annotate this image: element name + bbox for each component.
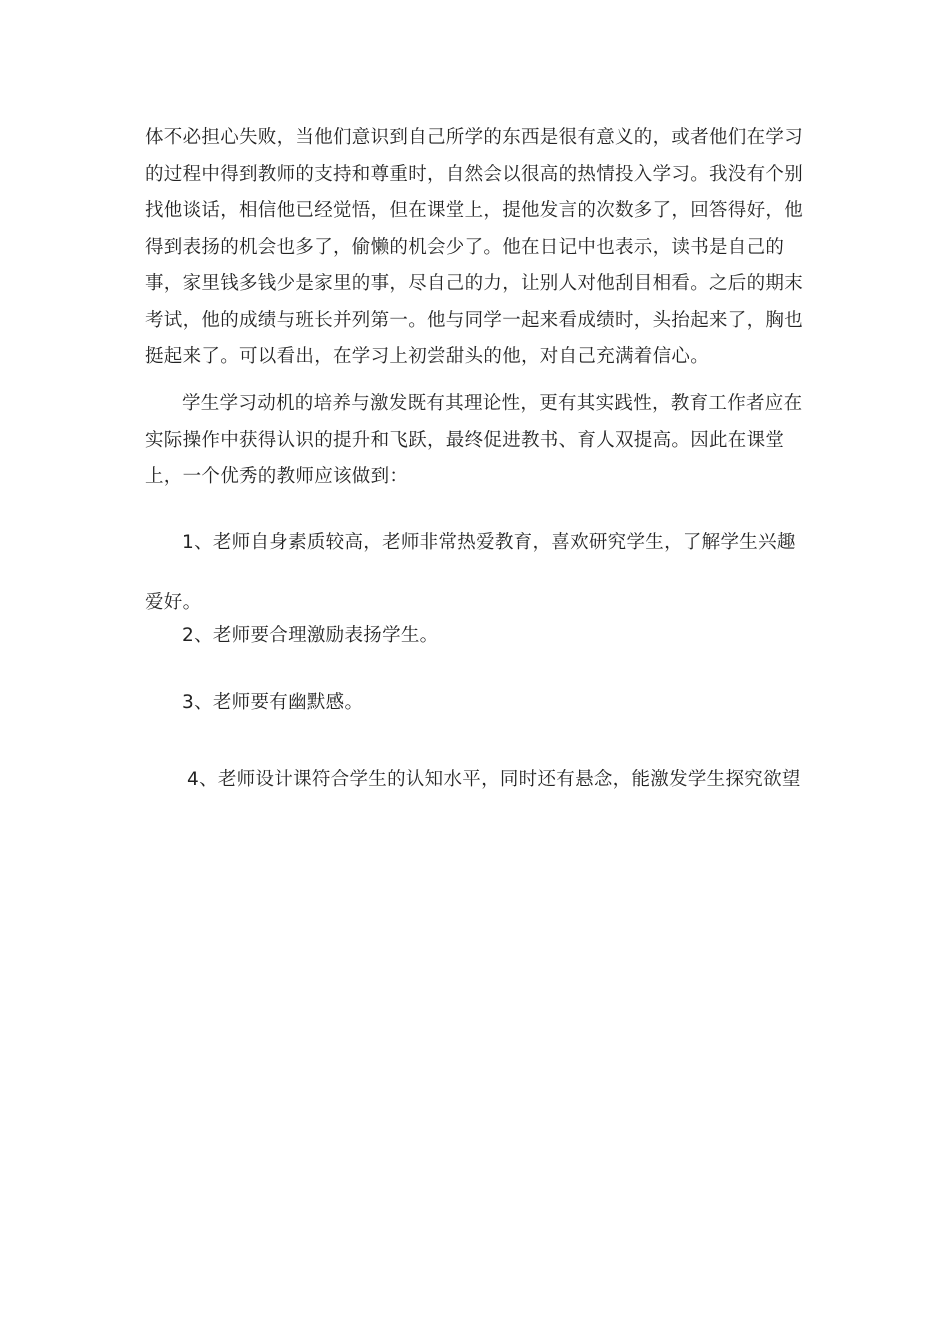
list-item: 1、老师自身素质较高，老师非常热爱教育，喜欢研究学生，了解学生兴趣爱好。 <box>145 532 796 613</box>
body-paragraph: 学生学习动机的培养与激发既有其理论性，更有其实践性，教育工作者应在实际操作中获得认识的提升和飞跃，最终促进教书、育人双提高。因此在课堂上，一个优秀的教师应该做到： <box>145 393 803 487</box>
list-item: 2、老师要合理激励表扬学生。 <box>182 625 439 646</box>
list-item: 3、老师要有幽默感。 <box>182 692 364 713</box>
body-paragraph: 体不必担心失败，当他们意识到自己所学的东西是很有意义的，或者他们在学习的过程中得到教师的支持和尊重时，自然会以很高的热情投入学习。我没有个别找他谈话，相信他已经觉悟，但在课堂上，提他发言的次数多了，回答得好，他得到表扬的机会也多了，偷懒的机会少了。他在日记中也表示，读书是自己的事，家里钱多钱少是家里的事，尽自己的力，让别人对他刮目相看。之后的期末考试，他的成绩与班长并列第一。他与同学一起来看成绩时，头抬起来了，胸也挺起来了。可以看出，在学习上初尝甜头的他，对自己充满着信心。 <box>145 127 804 367</box>
list-item: 4、老师设计课符合学生的认知水平，同时还有悬念，能激发学生探究欲望 <box>187 769 801 790</box>
